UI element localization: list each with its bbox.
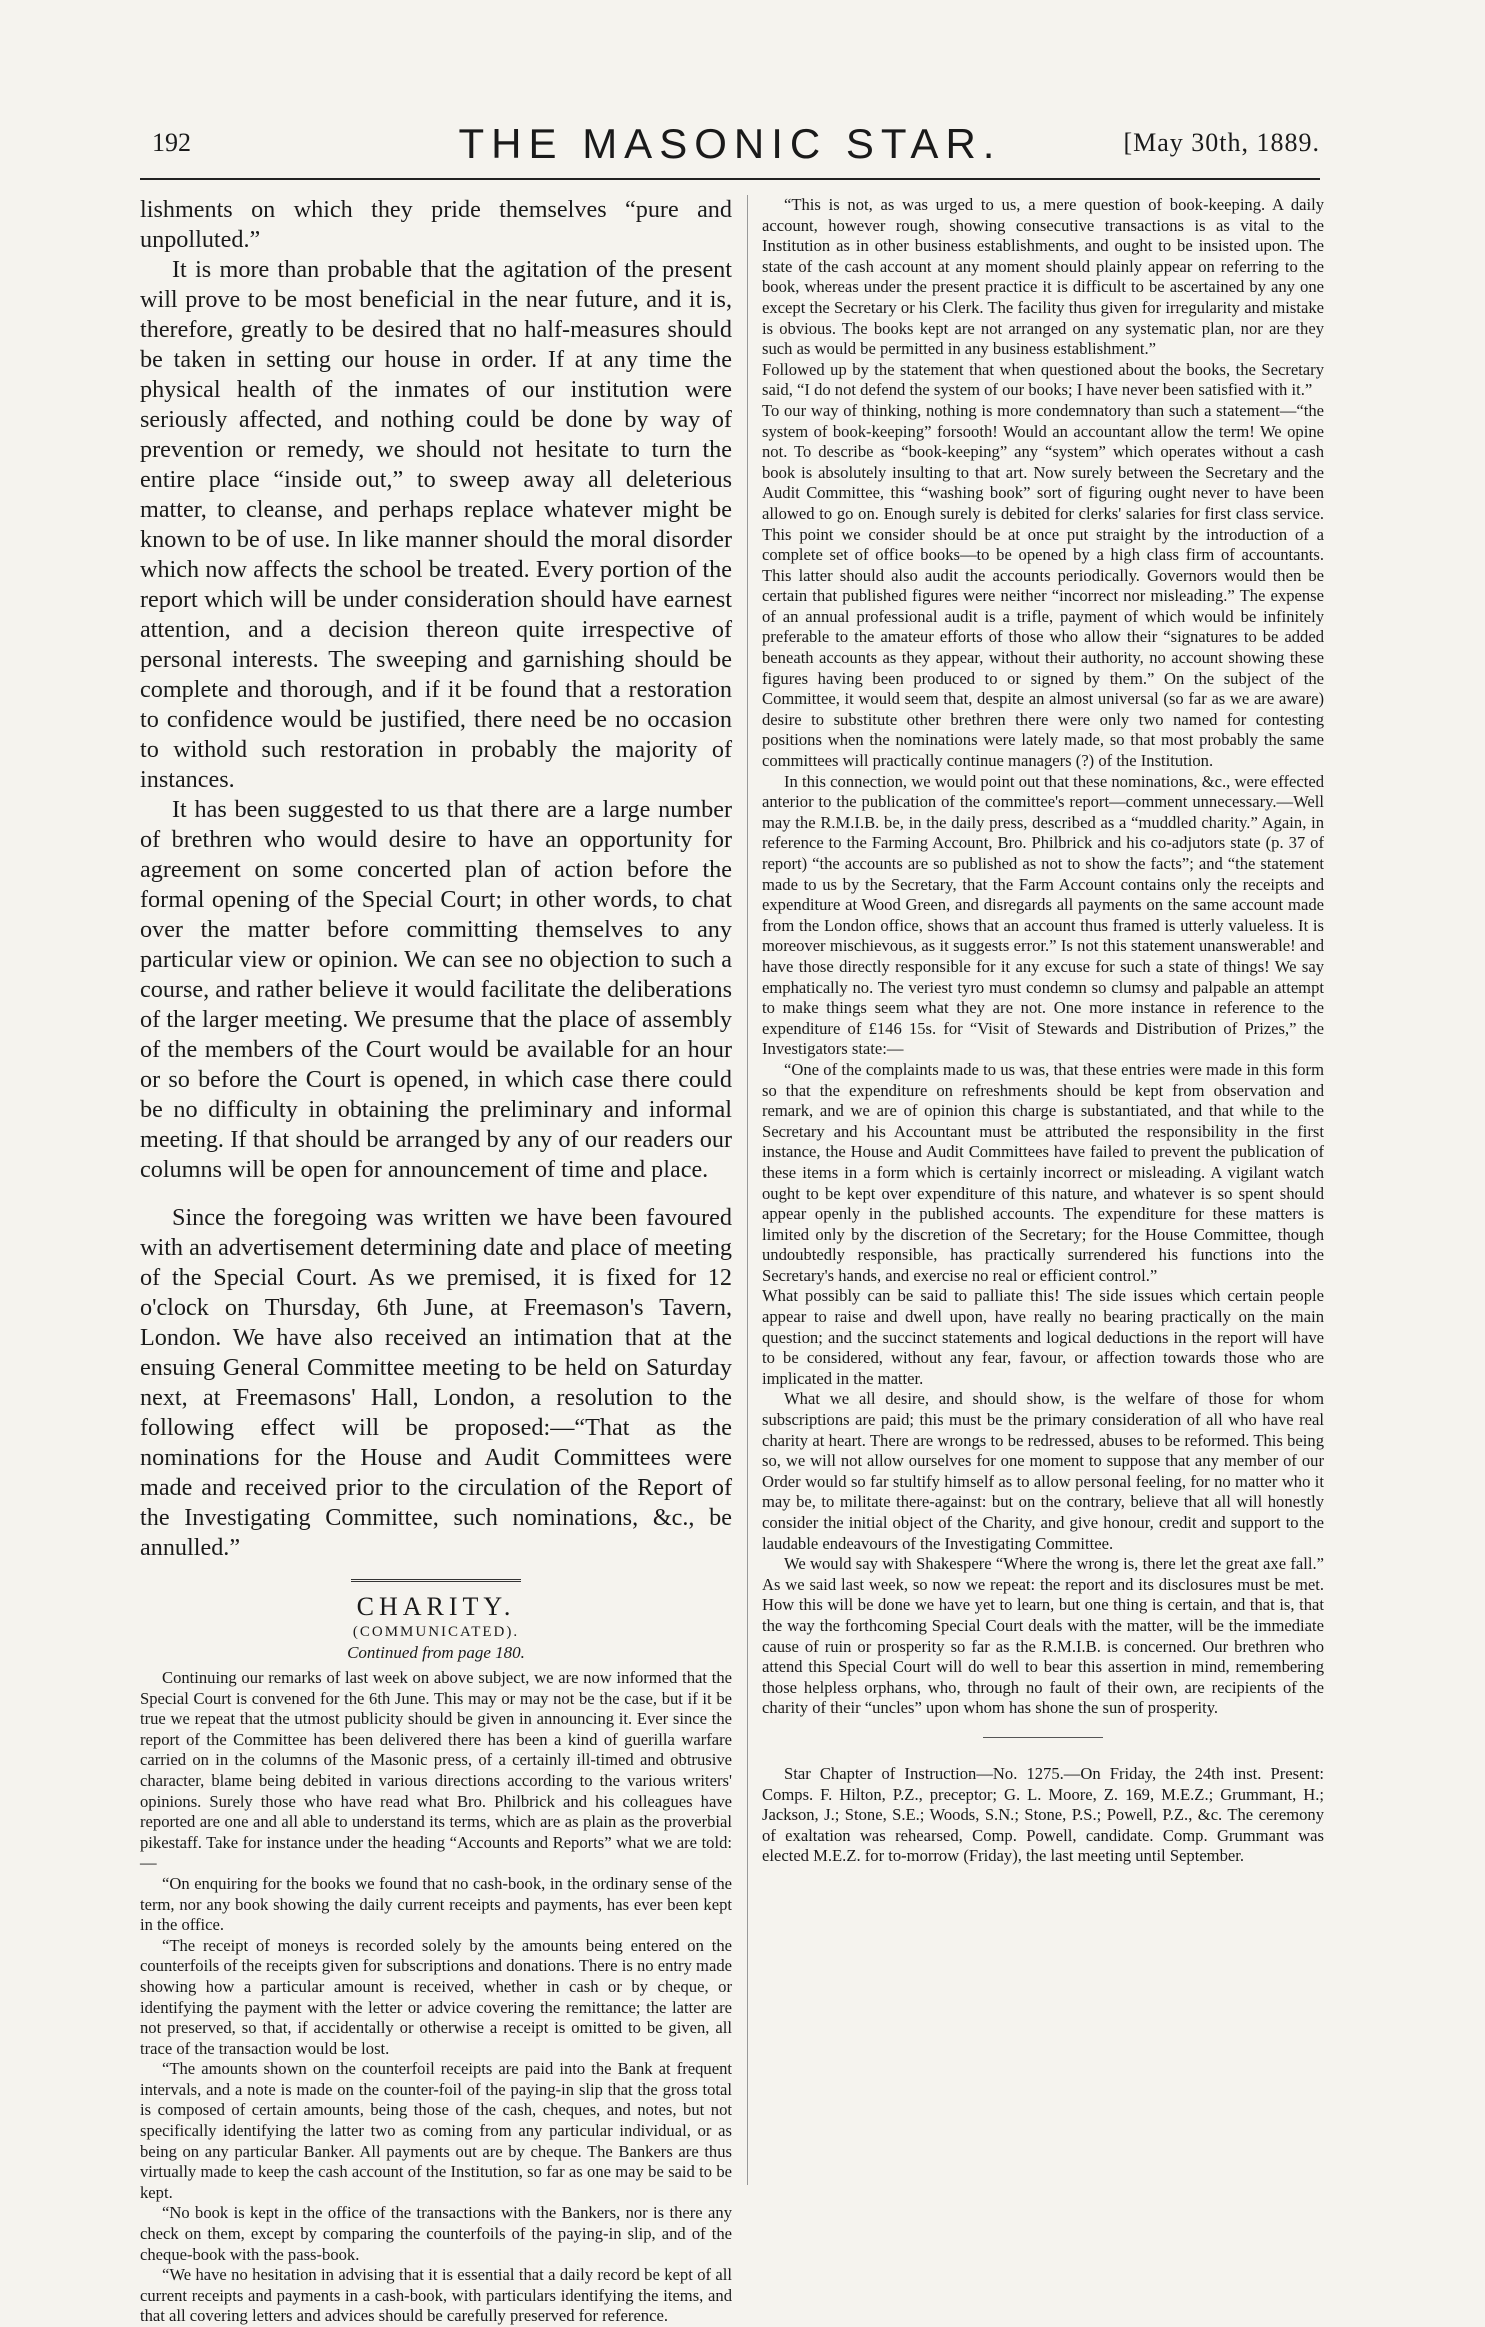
article-paragraph: We would say with Shakespere “Where the wrong is, there let the great axe fall.” As we said last week, so now we repeat: the report and its disclosures must be met. How this will be done we have yet to learn, but one thing is certain, and that is, that the way the forthcoming Special Court deals with the matter, will be the immediate cause of ruin or prosperity so far as the R.M.I.B. is concerned. Our brethren who attend this Special Court will do well to bear this assertion in mind, remembering those helpless orphans, who, through no fault of their own, are recipients of the charity of their “uncles” upon whom has shone the sun of prosperity. [762,1554,1324,1718]
article-paragraph: Followed up by the statement that when questioned about the books, the Secretary said, “I do not defend the system of our books; I have never been satisfied with it.” [762,359,1324,400]
article-paragraph: What we all desire, and should show, is the welfare of those for whom subscriptions are paid; this must be the primary consideration of all who have real charity at heart. There are wrongs to be redressed, abuses to be reformed. This being so, we will not allow ourselves for one moment to suppose that any member of our Order would so far stultify himself as to allow personal feeling, for no matter who it may be, to militate there-against: but on the contrary, believe that all will honestly consider the initial object of the Charity, and give honour, credit and support to the laudable endeavours of the Investigating Committee. [762,1389,1324,1553]
right-column [762,195,1324,2185]
article-paragraph: lishments on which they pride themselves “pure and unpolluted.” [140,196,732,253]
charity-paragraph: “On enquiring for the books we found that no cash-book, in the ordinary sense of the term, nor any book showing the daily current receipts and payments, has ever been kept in the office. [140,1873,732,1935]
article-paragraph: It has been suggested to us that there are a large number of brethren who would desire to have an opportunity for agreement on some concerted plan of action before the formal opening of the Special Court; in other words, to chat over the matter before committing themselves to any particular view or opinion. We can see no objection to such a course, and rather believe it would facilitate the deliberations of the larger meeting. We presume that the place of assembly of the members of the Court would be available for an hour or so before the Court is opened, in which case there could be no difficulty in obtaining the preliminary and informal meeting. If that should be arranged by any of our readers our columns will be open for announcement of time and place. [140,796,732,1183]
charity-paragraph: “The receipt of moneys is recorded solely by the amounts being entered on the counterfoils of the receipts given for subscriptions and donations. There is no entry made showing how a particular amount is received, whether in cash or by cheque, or identifying the payment with the letter or advice covering the remittance; the latter are not preserved, so that, if accidentally or otherwise a receipt is omitted to be given, all trace of the transaction would be lost. [140,1935,732,2058]
section-divider [351,1579,521,1582]
article-paragraph: What possibly can be said to palliate this! The side issues which certain people appear to raise and dwell upon, have really no bearing practically on the main question; and the succinct statements and logical deductions in the report will have to be considered, without any fear, favour, or affection towards those who are implicated in the matter. [762,1286,1324,1388]
section-subtitle: (COMMUNICATED). [352,1624,520,1640]
chapter-notice: Star Chapter of Instruction—No. 1275.—On Friday, the 24th inst. Present: Comps. F. Hilton, P.Z., preceptor; G. L. Moore, Z. 169, M.E.Z.; Grummant, H.; Jackson, J.; Stone, S.E.; Woods, S.N.; Stone, P.S.; Powell, P.Z., &c. The ceremony of exaltation was rehearsed, Comp. Powell, candidate. Comp. Grummant was elected M.E.Z. for to-morrow (Friday), the last meeting until September. [762,1763,1324,1866]
article-paragraph: In this connection, we would point out that these nominations, &c., were effected anterior to the publication of the committee's report—comment unnecessary.—Well may the R.M.I.B. be, in the daily press, described as a “muddled charity.” Again, in reference to the Farming Account, Bro. Philbrick and his co-adjutors state (p. 37 of report) “the accounts are so published as not to show the facts”; and “the statement made to us by the Secretary, that the Farm Account contains only the receipts and expenditure at Wood Green, and disregards all payments on the same account made from the London office, shows that an account thus framed is utterly valueless. It is moreover mischievous, as it suggests error.” Is not this statement unanswerable! and have those directly responsible for it any excuse for such a state of things! We say emphatically no. The veriest tyro must condemn so clumsy and palpable an attempt to make things seem what they are not. One more instance in reference to the expenditure of £146 15s. for “Visit of Stewards and Distribution of Prizes,” the Investigators state:— [762,771,1324,1059]
charity-paragraph: “We have no hesitation in advising that it is essential that a daily record be kept of all current receipts and payments in a cash-book, with particulars identifying the items, and that all covering letters and advices should be carefully preserved for reference. [140,2265,732,2326]
section-title: CHARITY. [356,1592,516,1621]
article-paragraph: To our way of thinking, nothing is more condemnatory than such a statement—“the system of book-keeping” forsooth! Would an accountant allow the term! We opine not. To describe as “book-keeping” any “system” which operates without a cash book is absolutely insulting to that art. Now surely between the Secretary and the Audit Committee, this “washing book” sort of figuring ought never to have been allowed to go on. Enough surely is debited for clerks' salaries for first class service. This point we consider should be at once put straight by the introduction of a complete set of office books—to be opened by a high class firm of accountants. This latter should also audit the accounts periodically. Governors would then be certain that published figures were neither “incorrect nor misleading.” The expense of an annual professional audit is a trifle, payment of which would be infinitely preferable to the amateur efforts of those who allow their “signatures to be added beneath accounts as they appear, without their authority, no account showing these figures having been produced to or signed by them.” On the subject of the Committee, it would seem that, despite an almost universal (so far as we are aware) desire to substitute other brethren there were only two named for contesting positions when the nominations were lately made, so that most probably the same committees will practically continue managers (?) of the Institution. [762,400,1324,771]
journal-title: THE MASONIC STAR. [458,120,1002,167]
notice-divider [983,1737,1103,1738]
page-header [140,118,1320,180]
charity-paragraph: Continuing our remarks of last week on above subject, we are now informed that the Special Court is convened for the 6th June. This may or may not be the case, but if it be true we repeat that the utmost publicity should be given in announcing it. Ever since the report of the Committee has been delivered there has been a kind of guerilla warfare carried on in the columns of the Masonic press, of a certainly ill-timed and obtrusive character, blame being debited in various directions according to the various writers' opinions. Surely those who have read what Bro. Philbrick and his colleagues have reported are one and all able to understand its terms, which are as plain as the proverbial pikestaff. Take for instance under the heading “Accounts and Reports” what we are told:— [140,1668,732,1873]
article-paragraph: It is more than probable that the agitation of the present will prove to be most beneficial in the near future, and it is, therefore, greatly to be desired that no half-measures should be taken in setting our house in order. If at any time the physical health of the inmates of our institution were seriously affected, and nothing could be done by way of prevention or remedy, we should not hesitate to turn the entire place “inside out,” to sweep away all deleterious matter, to cleanse, and perhaps replace whatever might be known to be of use. In like manner should the moral disorder which now affects the school be treated. Every portion of the report which will be under consideration should have earnest attention, and a decision thereon quite irrespective of personal interests. The sweeping and garnishing should be complete and thorough, and if it be found that a restoration to confidence would be justified, there need be no occasion to withold such restoration in probably the majority of instances. [140,256,732,793]
charity-paragraph: “The amounts shown on the counterfoil receipts are paid into the Bank at frequent intervals, and a note is made on the counter-foil of the paying-in slip that the gross total is composed of certain amounts, being those of the cash, cheques, and notes, but not specifically identifying the latter two as coming from any particular individual, or as being on any particular Banker. All payments out are by cheque. The Bankers are thus virtually made to keep the cash account of the Institution, so far as one may be said to be kept. [140,2059,732,2202]
article-paragraph: “This is not, as was urged to us, a mere question of book-keeping. A daily account, however rough, showing consecutive transactions is as vital to the Institution as in other business establishments, and ought to be insisted upon. The state of the cash account at any moment should plainly appear on referring to the book, whereas under the present practice it is difficult to be ascertained by any one except the Secretary or his Clerk. The facility thus given for irregularity and mistake is obvious. The books kept are not arranged on any systematic plan, nor are they such as would be permitted in any business establishment.” [762,195,1324,359]
continued-note: Continued from page 180. [347,1643,525,1662]
issue-date: [May 30th, 1889. [1123,128,1320,157]
left-column [140,195,732,2326]
paragraph-gap [140,1185,732,1203]
charity-paragraph: “No book is kept in the office of the transactions with the Bankers, nor is there any check on them, except by comparing the counterfoils of the paying-in slip, and of the cheque-book with the pass-book. [140,2203,732,2264]
article-paragraph: Since the foregoing was written we have been favoured with an advertisement determining date and place of meeting of the Special Court. As we premised, it is fixed for 12 o'clock on Thursday, 6th June, at Freemason's Tavern, London. We have also received an intimation that at the ensuing General Committee meeting to be held on Saturday next, at Freemasons' Hall, London, a resolution to the following effect will be proposed:—“That as the nominations for the House and Audit Committees were made and received prior to the circulation of the Report of the Investigating Committee, such nominations, &c., be annulled.” [140,1204,732,1561]
page-number: 192 [152,128,191,157]
article-paragraph: “One of the complaints made to us was, that these entries were made in this form so that the expenditure on refreshments should be kept from observation and remark, and we are of opinion this charge is substantiated, and that while to the Secretary and his Accountant must be attributed the responsibility in the first instance, the House and Audit Committees have failed to prevent the publication of these items in a form which is certainly incorrect or misleading. A vigilant watch ought to be kept over expenditure of this nature, and whatever is so spent should appear openly in the published accounts. The expenditure for these matters is limited only by the discretion of the Secretary; for the House Committee, though undoubtedly responsible, has practically surrendered his functions into the Secretary's hands, and exercise no real or efficient control.” [762,1059,1324,1285]
column-rule [747,195,748,2185]
